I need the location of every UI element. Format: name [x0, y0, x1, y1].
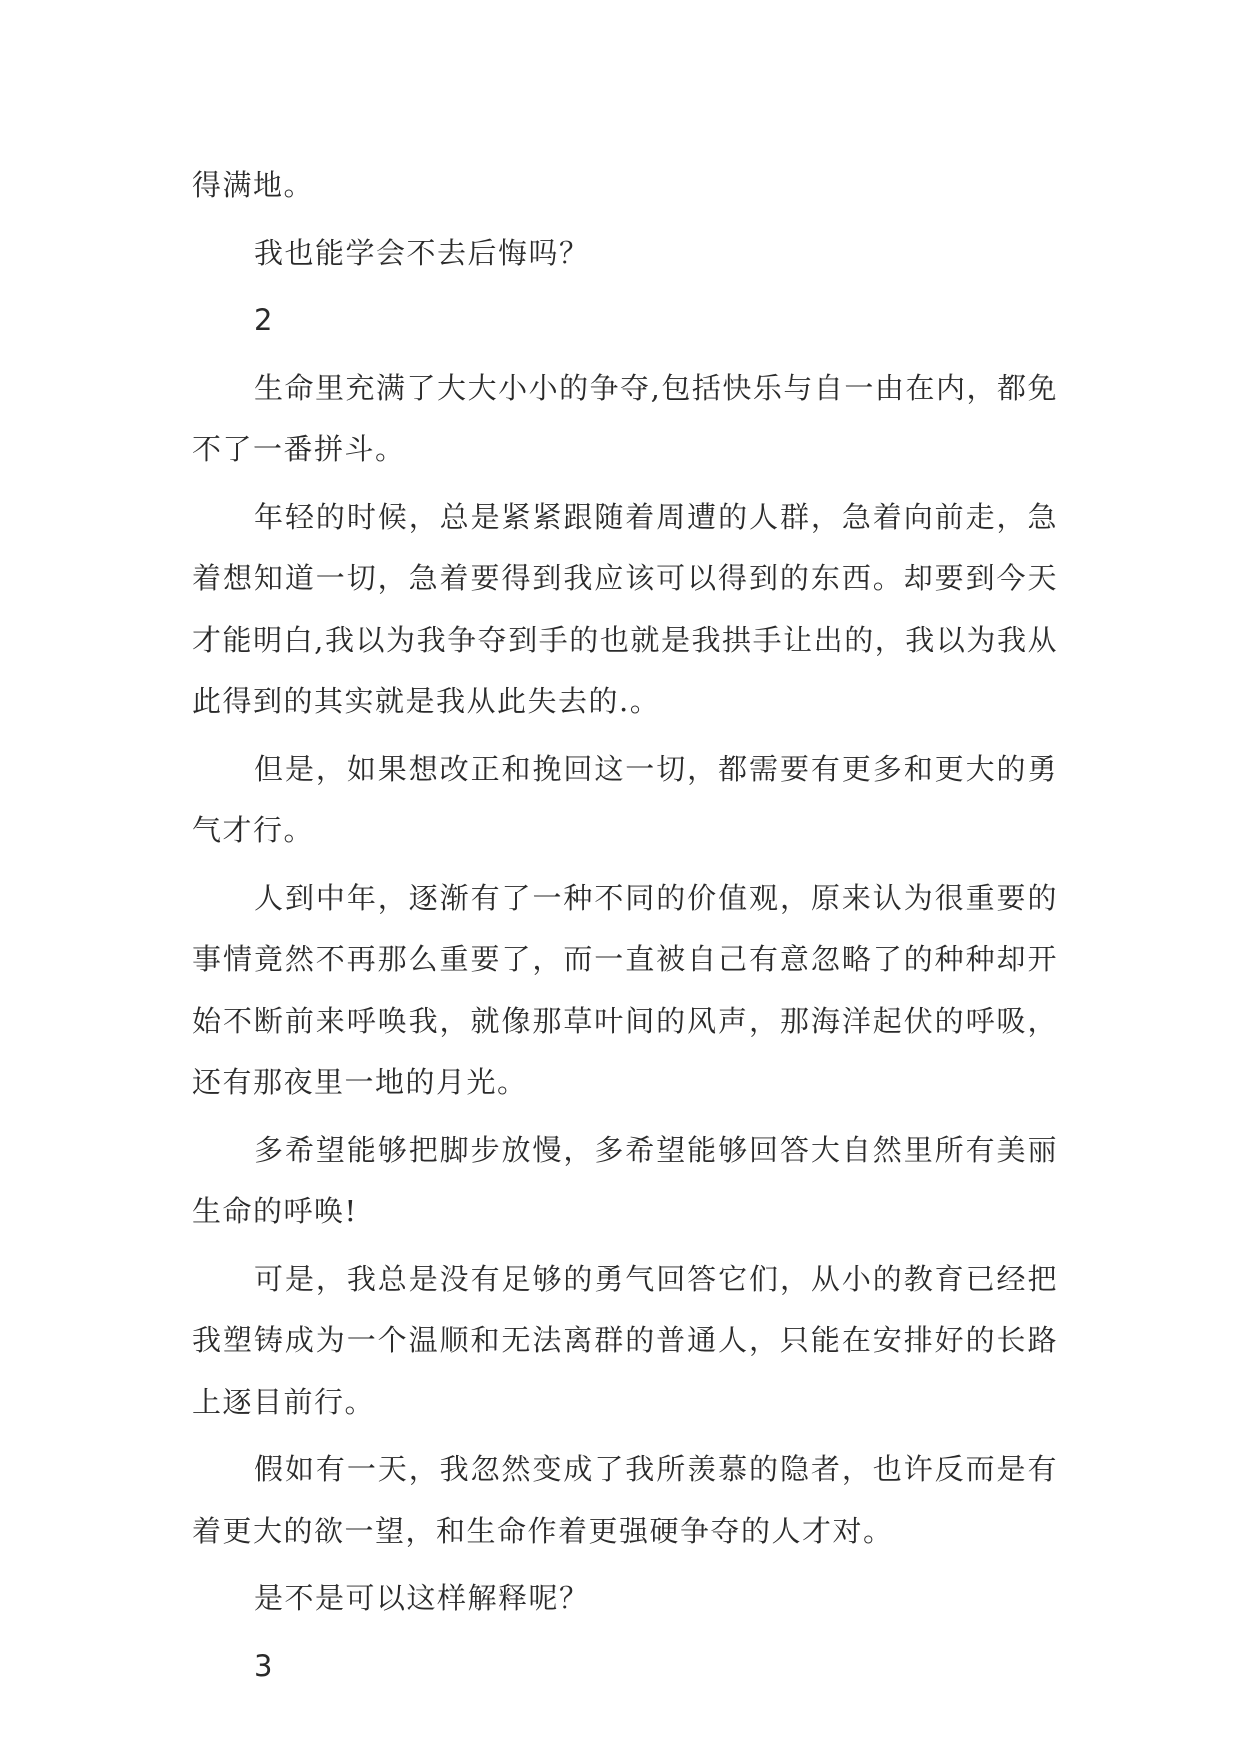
- paragraph: 多希望能够把脚步放慢，多希望能够回答大自然里所有美丽生命的呼唤!: [192, 1132, 1058, 1228]
- section-number: 2: [254, 303, 273, 337]
- paragraph: 生命里充满了大大小小的争夺,包括快乐与自一由在内，都免不了一番拼斗。: [192, 370, 1058, 466]
- paragraph: 是不是可以这样解释呢？: [254, 1581, 590, 1615]
- section-number: 3: [254, 1648, 273, 1683]
- document-body: [192, 155, 1058, 1703]
- paragraph: 我也能学会不去后悔吗？: [254, 235, 590, 270]
- paragraph: 年轻的时候，总是紧紧跟随着周遭的人群，急着向前走，急着想知道一切，急着要得到我应该可以得到的东西。却要到今天才能明白,我以为我争夺到手的也就是我拱手让出的，我以为我从此得到的其实就是我从此失去的.。: [192, 499, 1058, 718]
- paragraph-continuation: 得满地。: [192, 168, 315, 202]
- paragraph: 人到中年，逐渐有了一种不同的价值观，原来认为很重要的事情竟然不再那么重要了，而一直被自己有意忽略了的种种却开始不断前来呼唤我，就像那草叶间的风声，那海洋起伏的呼吸，还有那夜里一地的月光。: [192, 880, 1058, 1099]
- paragraph: 但是，如果想改正和挽回这一切，都需要有更多和更大的勇气才行。: [192, 751, 1058, 847]
- paragraph: 假如有一天，我忽然变成了我所羡慕的隐者，也许反而是有着更大的欲一望，和生命作着更强硬争夺的人才对。: [192, 1452, 1058, 1548]
- paragraph: 可是，我总是没有足够的勇气回答它们，从小的教育已经把我塑铸成为一个温顺和无法离群的普通人，只能在安排好的长路上逐目前行。: [192, 1261, 1058, 1419]
